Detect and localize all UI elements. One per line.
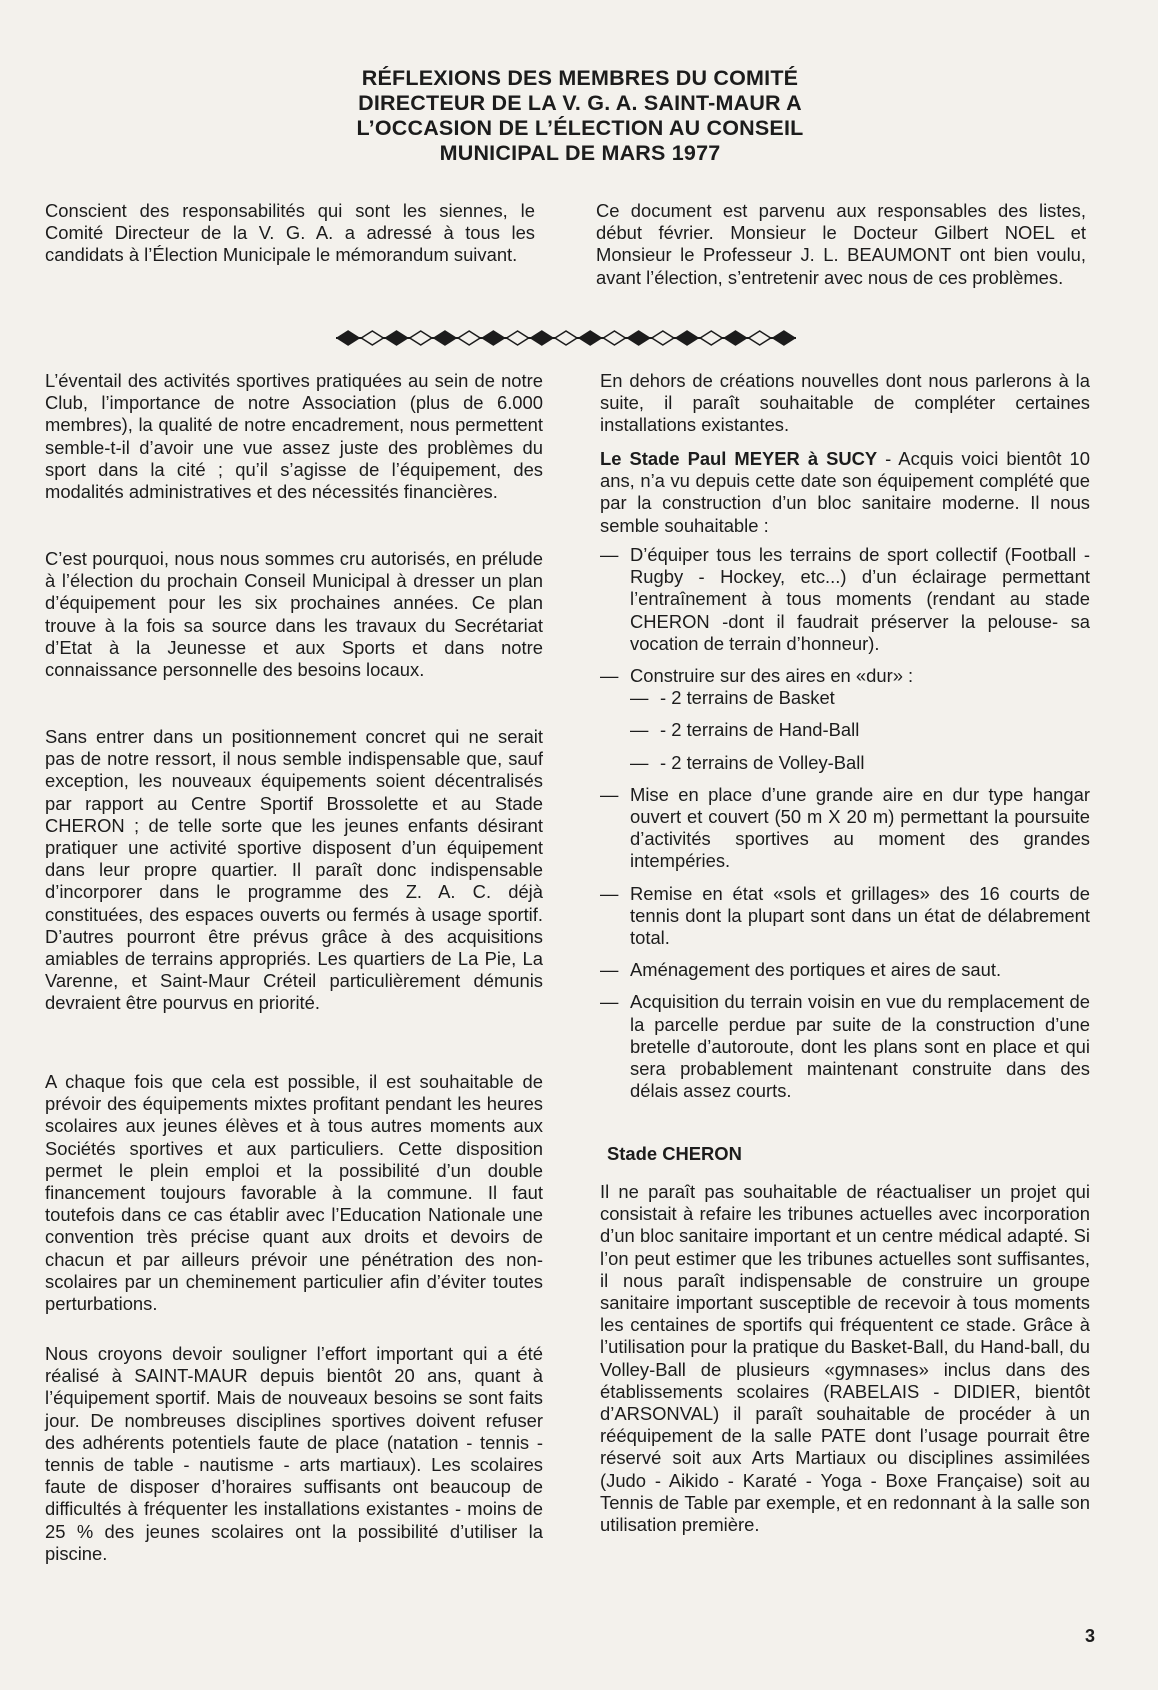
divider-diamond [386, 331, 408, 345]
divider-diamond [749, 331, 771, 345]
left-paragraph-2: C’est pourquoi, nous nous sommes cru autorisés, en prélude à l’élection du prochain Conseil Municipal à dresser un plan d’équipement pour les six prochaines années. Ce plan trouve à la fois sa source dans les travaux du Secrétariat d’Etat à la Jeunesse et aux Sports et dans notre connaissance personnelle des besoins locaux. [45, 548, 543, 681]
list-item: — D’équiper tous les terrains de sport collectif (Football - Rugby - Hockey, etc...) d’un éclairage permettant l’entraînement à tous moments (rendant au stade CHERON -dont il faudrait préserver la pelouse- sa vocation de terrain d’honneur). [600, 544, 1090, 655]
divider-diamond [410, 331, 432, 345]
divider-diamond [652, 331, 674, 345]
title-line-2: DIRECTEUR DE LA V. G. A. SAINT-MAUR A [358, 91, 802, 115]
sublist-item: — - 2 terrains de Basket [630, 687, 1090, 709]
divider-diamond [361, 331, 383, 345]
list-item: — Remise en état «sols et grillages» des 16 courts de tennis dont la plupart sont dans un état de délabrement total. [600, 883, 1090, 950]
sublist-item: — - 2 terrains de Hand-Ball [630, 719, 1090, 741]
divider-diamond [773, 331, 795, 345]
stade-cheron-paragraph: Il ne paraît pas souhaitable de réactualiser un projet qui consistait à refaire les tribunes actuelles avec incorporation d’un bloc sanitaire important et un centre médical adapté. Si l’on peut estimer que les tribunes actuelles sont suffisantes, il nous paraît indispensable de construire un groupe sanitaire important susceptible de recevoir à tous moments les centaines de sportifs qui fréquentent ce stade. Grâce à l’utilisation pour la pratique du Basket-Ball, du Hand-ball, du Volley-Ball de plusieurs «gymnases» inclus dans des établissements scolaires (RABELAIS - DIDIER, bientôt d’ARSONVAL) il paraît souhaitable de procéder à un rééquipement de la salle PATE dont l’usage pourrait être réservé soit aux Arts Martiaux ou disciplines assimilées (Judo - Aikido - Karaté - Yoga - Boxe Française) soit au Tennis de Table par exemple, et en redonnant à la salle son utilisation première. [600, 1181, 1090, 1536]
courts-sublist [630, 687, 1090, 774]
divider-diamond [531, 331, 553, 345]
title-line-1: RÉFLEXIONS DES MEMBRES DU COMITÉ [361, 66, 799, 90]
divider-diamond [628, 331, 650, 345]
stade-meyer-lead: Le Stade Paul MEYER à SUCY [600, 448, 878, 469]
divider-diamond [507, 331, 529, 345]
title-line-3: L’OCCASION DE L’ÉLECTION AU CONSEIL [356, 116, 804, 140]
divider-diamond [482, 331, 504, 345]
divider-diamond [676, 331, 698, 345]
left-paragraph-1: L’éventail des activités sportives pratiquées au sein de notre Club, l’importance de notre Association (plus de 6.000 membres), la qualité de notre encadrement, nous permettent semble-t-il d’avoir une vue assez juste des problèmes du sport dans la cité ; qu’il s’agisse de l’équipement, des modalités administratives et des nécessités financières. [45, 370, 543, 503]
divider-diamond [724, 331, 746, 345]
divider-diamond [337, 331, 359, 345]
left-paragraph-4: A chaque fois que cela est possible, il est souhaitable de prévoir des équipements mixtes profitant pendant les heures scolaires aux jeunes élèves et à tous autres moments aux Sociétés sportives et aux particuliers. Cette disposition permet le plein emploi et la possibilité d’un double financement toujours favorable à la commune. Il faut toutefois dans ce cas établir avec l’Education Nationale une convention très précise quant aux droits et devoirs de chacun et par ailleurs prévoir une pénétration des non-scolaires par un cheminement particulier afin d’éviter toutes perturbations. [45, 1071, 543, 1315]
sublist-item: — - 2 terrains de Volley-Ball [630, 752, 1090, 774]
left-paragraph-5: Nous croyons devoir souligner l’effort important qui a été réalisé à SAINT-MAUR depuis bientôt 20 ans, quant à l’équipement sportif. Mais de nouveaux besoins se sont faits jour. De nombreuses disciplines sportives doivent refuser des adhérents potentiels faute de place (natation - tennis - tennis de table - nautisme - arts martiaux). Les scolaires faute de disposer d’horaires suffisants ont beaucoup de difficultés à fréquenter les installations existantes - moins de 25 % des jeunes scolaires ont la possibilité d’utiliser la piscine. [45, 1343, 543, 1564]
ornamental-divider [336, 328, 796, 348]
list-item-text: Construire sur des aires en «dur» : [630, 665, 914, 687]
intro-left-paragraph: Conscient des responsabilités qui sont les siennes, le Comité Directeur de la V. G. A. a adressé à tous les candidats à l’Élection Municipale le mémorandum suivant. [45, 200, 535, 266]
list-item: — Mise en place d’une grande aire en dur type hangar ouvert et couvert (50 m X 20 m) permettant la poursuite d’activités sportives au moment des grandes intempéries. [600, 784, 1090, 873]
meyer-recommendations-list [600, 544, 1090, 1112]
stade-meyer-paragraph [600, 448, 1090, 537]
divider-diamond [603, 331, 625, 345]
left-paragraph-3: Sans entrer dans un positionnement concret qui ne serait pas de notre ressort, il nous semble indispensable que, sauf exception, les nouveaux équipements soient décentralisés par rapport au Centre Sportif Brossolette et au Stade CHERON ; de telle sorte que les jeunes enfants désirant pratiquer une activité sportive disposent d’un équipement dans leur propre quartier. Il paraît donc indispensable d’incorporer dans le programme des Z. A. C. déjà constituées, des espaces ouverts ou fermés à usage sportif. D’autres pourront être prévus grâce à des acquisitions amiables de terrains appropriés. Les quartiers de La Pie, La Varenne, et Saint-Maur Créteil particulièrement démunis devraient être pourvus en priorité. [45, 726, 543, 1014]
title-line-4: MUNICIPAL DE MARS 1977 [439, 141, 721, 165]
divider-diamond [434, 331, 456, 345]
divider-diamond [579, 331, 601, 345]
divider-diamond [555, 331, 577, 345]
page-number: 3 [1085, 1626, 1096, 1646]
stade-meyer-text: - Acquis voici bientôt 10 ans, n’a vu depuis cette date son équipement complété que par la construction d’un bloc sanitaire moderne. Il nous semble souhaitable : [600, 448, 1090, 536]
intro-right-paragraph: Ce document est parvenu aux responsables des listes, début février. Monsieur le Docteur Gilbert NOEL et Monsieur le Professeur J. L. BEAUMONT ont bien voulu, avant l’élection, s’entretenir avec nous de ces problèmes. [596, 200, 1086, 288]
article-title [230, 66, 930, 166]
list-item: — Acquisition du terrain voisin en vue du remplacement de la parcelle perdue par suite de la construction d’une bretelle d’autoroute, dont les plans sont en place et qui sera probablement maintenant construite dans des délais assez courts. [600, 991, 1090, 1102]
stade-cheron-heading: Stade CHERON [607, 1143, 742, 1164]
divider-diamond [700, 331, 722, 345]
divider-diamond [458, 331, 480, 345]
list-item [600, 665, 1090, 774]
list-item: — Aménagement des portiques et aires de saut. [600, 959, 1090, 981]
right-paragraph-1: En dehors de créations nouvelles dont nous parlerons à la suite, il paraît souhaitable de compléter certaines installations existantes. [600, 370, 1090, 436]
